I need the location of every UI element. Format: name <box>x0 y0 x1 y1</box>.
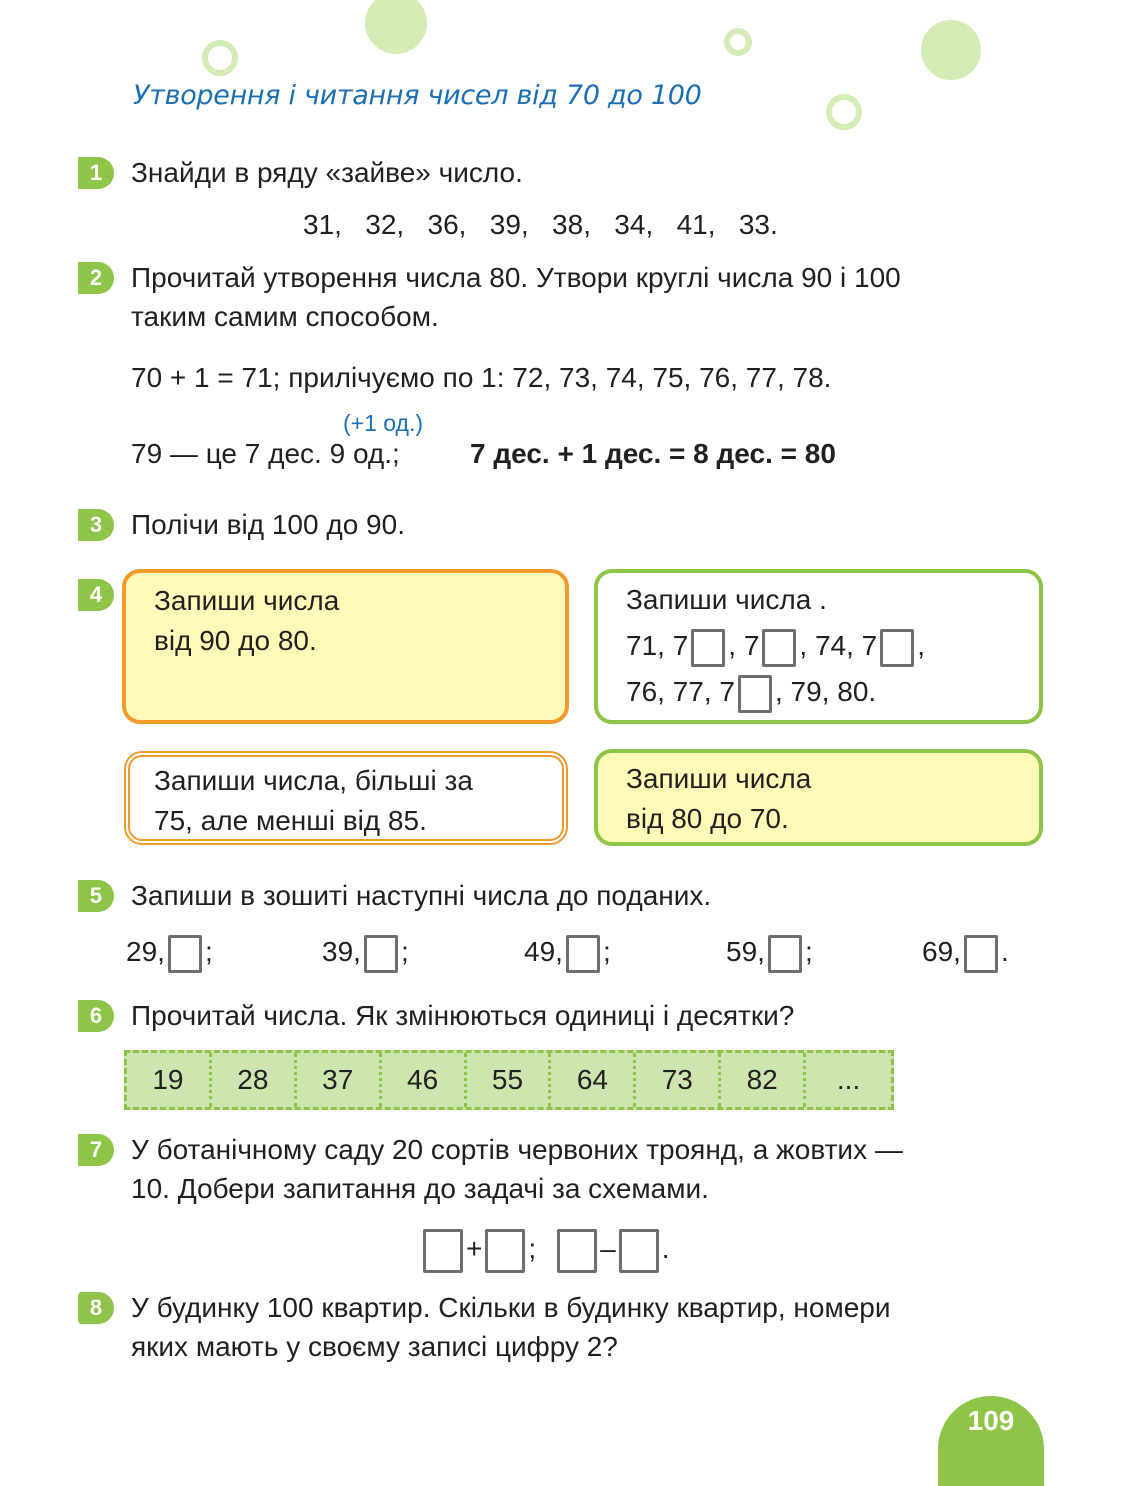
strip-cell: 19 <box>127 1053 212 1107</box>
plus-sign: + <box>466 1233 483 1264</box>
answer-box[interactable] <box>768 935 802 973</box>
card-2-line-2 <box>626 623 925 669</box>
page-number: 109 <box>938 1396 1044 1486</box>
task-7-line-1: У ботанічному саду 20 сортів червоних троянд, а жовтих — <box>131 1134 903 1165</box>
answer-box[interactable] <box>619 1229 659 1273</box>
card-2-text: 76, 77, 7 <box>626 676 735 707</box>
task-6-text: Прочитай числа. Як змінюються одиниці і десятки? <box>131 1000 795 1031</box>
card-2-text: , 7 <box>728 630 760 661</box>
card-4-line-2: від 80 до 70. <box>626 803 789 834</box>
answer-box[interactable] <box>364 935 398 973</box>
card-80-to-70 <box>594 749 1043 846</box>
semicolon: ; <box>528 1233 537 1264</box>
task-5-item <box>524 930 611 974</box>
task-1-text: Знайди в ряду «зайве» число. <box>131 157 523 188</box>
task-number-5: 5 <box>78 880 114 912</box>
task-2-equation-2a: 79 — це 7 дес. 9 од.; <box>131 438 400 469</box>
task-number-6: 6 <box>78 1000 114 1032</box>
item-number: 49, <box>524 936 563 967</box>
decor-circle <box>921 20 981 80</box>
task-3-text: Полічи від 100 до 90. <box>131 509 405 540</box>
strip-cell: 37 <box>297 1053 382 1107</box>
task-5-item <box>922 930 1009 974</box>
card-1-line-2: від 90 до 80. <box>154 625 317 656</box>
answer-box[interactable] <box>762 629 796 667</box>
task-number-2: 2 <box>78 262 114 294</box>
strip-cell: 64 <box>551 1053 636 1107</box>
task-number-8: 8 <box>78 1292 114 1324</box>
task-8-line-1: У будинку 100 квартир. Скільки в будинку квартир, номери <box>131 1292 891 1323</box>
item-number: 39, <box>322 936 361 967</box>
card-3-line-1: Запиши числа, більші за <box>154 765 473 796</box>
answer-box[interactable] <box>566 935 600 973</box>
task-7-line-2: 10. Добери запитання до задачі за схемами. <box>131 1173 709 1204</box>
task-5-item <box>726 930 813 974</box>
answer-box[interactable] <box>168 935 202 973</box>
task-2-line-2: таким самим способом. <box>131 301 439 332</box>
answer-box[interactable] <box>880 629 914 667</box>
task-number-1: 1 <box>78 157 114 189</box>
decor-ring <box>202 40 238 76</box>
answer-box[interactable] <box>738 675 772 713</box>
card-2-line-1: Запиши числа . <box>626 584 827 615</box>
card-2-text: , 79, 80. <box>774 676 877 707</box>
strip-cell: 82 <box>721 1053 806 1107</box>
task-1-number-row: 31, 32, 36, 39, 38, 34, 41, 33. <box>303 209 778 240</box>
card-2-text: 71, 7 <box>626 630 689 661</box>
strip-cell: 55 <box>467 1053 552 1107</box>
task-5-item <box>322 930 409 974</box>
decor-circle <box>365 0 427 54</box>
item-number: 29, <box>126 936 165 967</box>
card-2-text: , 74, 7 <box>799 630 878 661</box>
task-number-7: 7 <box>78 1134 114 1166</box>
number-strip <box>124 1050 894 1110</box>
answer-box[interactable] <box>964 935 998 973</box>
task-2-equation-2b: 7 дес. + 1 дес. = 8 дес. = 80 <box>470 438 836 469</box>
strip-cell: 28 <box>212 1053 297 1107</box>
strip-cell: 73 <box>636 1053 721 1107</box>
card-3-line-2: 75, але менші від 85. <box>154 805 427 836</box>
card-2-line-3 <box>626 669 925 715</box>
answer-box[interactable] <box>557 1229 597 1273</box>
item-punct: ; <box>204 936 213 967</box>
card-2-text: , <box>917 630 926 661</box>
task-2-note: (+1 од.) <box>343 410 424 436</box>
decor-ring <box>826 94 862 130</box>
page-title: Утворення і читання чисел від 70 до 100 <box>133 80 702 111</box>
period: . <box>661 1233 670 1264</box>
card-between-75-and-85 <box>124 751 568 845</box>
answer-box[interactable] <box>423 1229 463 1273</box>
item-punct: ; <box>602 936 611 967</box>
task-2-line-1: Прочитай утворення числа 80. Утвори круглі числа 90 і 100 <box>131 262 901 293</box>
task-5-text: Запиши в зошиті наступні числа до поданих. <box>131 880 712 911</box>
answer-box[interactable] <box>485 1229 525 1273</box>
item-punct: . <box>1000 936 1009 967</box>
task-8-line-2: яких мають у своєму записі цифру 2? <box>131 1331 618 1362</box>
card-fill-missing <box>594 569 1043 724</box>
card-4-line-1: Запиши числа <box>626 763 812 794</box>
task-5-item <box>126 930 213 974</box>
strip-cell: 46 <box>382 1053 467 1107</box>
card-1-line-1: Запиши числа <box>154 585 340 616</box>
answer-box[interactable] <box>691 629 725 667</box>
decor-ring <box>724 28 752 56</box>
item-number: 69, <box>922 936 961 967</box>
task-number-3: 3 <box>78 509 114 541</box>
task-2-equation-1: 70 + 1 = 71; прилічуємо по 1: 72, 73, 74, 75, 76, 77, 78. <box>131 362 832 393</box>
card-90-to-80 <box>122 569 569 724</box>
item-punct: ; <box>804 936 813 967</box>
task-number-4: 4 <box>78 579 114 611</box>
item-number: 59, <box>726 936 765 967</box>
task-7-schemes <box>420 1226 670 1273</box>
minus-sign: – <box>600 1233 616 1264</box>
item-punct: ; <box>400 936 409 967</box>
strip-cell: ... <box>836 1064 861 1095</box>
